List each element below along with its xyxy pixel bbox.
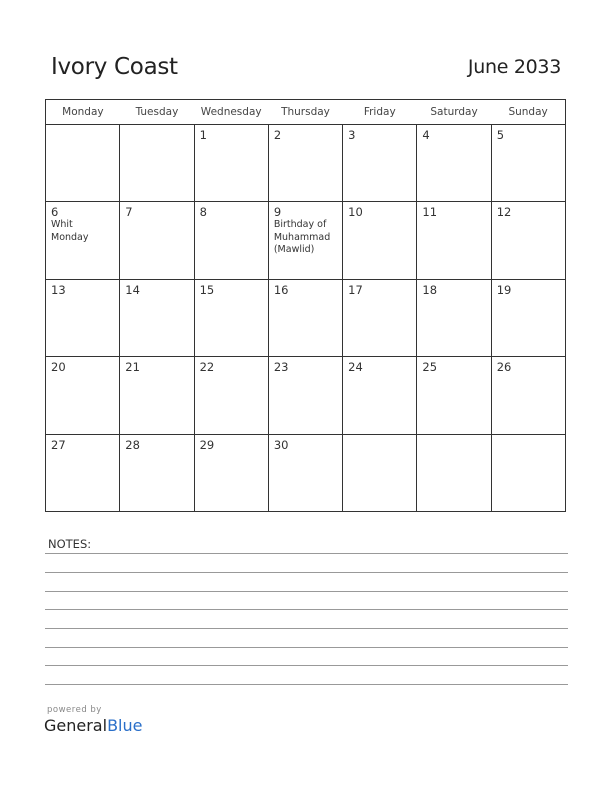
day-cell (268, 434, 342, 511)
day-number: 10 (348, 205, 363, 220)
day-cell (343, 357, 417, 434)
weekday-friday: Friday (343, 100, 417, 125)
day-number: 30 (273, 437, 289, 452)
day-cell (46, 202, 120, 279)
day-cell (120, 279, 194, 356)
day-cell (46, 279, 120, 356)
holiday-text: (Mawlid) (273, 244, 315, 256)
day-number: 1 (199, 128, 207, 142)
week-row (46, 202, 566, 279)
month-year-title: June 2033 (467, 56, 561, 78)
day-cell (343, 202, 417, 279)
day-cell (343, 434, 417, 511)
day-number: 18 (422, 282, 438, 297)
weekday-header-row (46, 100, 566, 125)
calendar-grid (45, 99, 566, 512)
day-cell (120, 202, 194, 279)
brand-name-general: General (44, 716, 108, 735)
day-number: 2 (273, 128, 282, 142)
day-number: 24 (348, 360, 363, 375)
day-cell (194, 125, 268, 202)
weekday-tuesday: Tuesday (120, 100, 194, 125)
note-line (45, 665, 568, 666)
weekday-thursday: Thursday (268, 100, 342, 125)
day-cell (268, 125, 342, 202)
note-line (45, 553, 568, 554)
day-number: 20 (51, 360, 66, 375)
day-number: 9 (273, 205, 282, 220)
day-cell (491, 202, 565, 279)
day-number: 5 (496, 128, 505, 142)
note-line (45, 628, 568, 629)
day-number: 22 (199, 360, 215, 375)
day-number: 4 (422, 128, 430, 142)
week-row (46, 357, 566, 434)
day-cell (46, 434, 120, 511)
week-row (46, 125, 566, 202)
day-number: 8 (199, 205, 207, 220)
week-row (46, 434, 566, 511)
day-cell (417, 202, 491, 279)
day-number: 27 (51, 437, 66, 452)
day-cell (417, 279, 491, 356)
brand-name-blue: Blue (107, 716, 143, 735)
day-number: 6 (51, 205, 59, 220)
day-cell (417, 357, 491, 434)
day-number: 11 (422, 205, 438, 220)
day-number: 17 (348, 282, 363, 297)
day-number: 12 (496, 205, 512, 220)
holiday-text: Birthday of (273, 219, 327, 231)
country-title: Ivory Coast (51, 54, 178, 80)
day-cell (491, 434, 565, 511)
note-line (45, 609, 568, 610)
weekday-monday: Monday (46, 100, 120, 125)
brand-logo (44, 716, 142, 735)
day-cell (120, 434, 194, 511)
day-cell (268, 357, 342, 434)
day-cell (46, 125, 120, 202)
day-cell (343, 125, 417, 202)
day-cell (194, 279, 268, 356)
day-number: 16 (273, 282, 289, 297)
day-cell (120, 357, 194, 434)
week-row (46, 279, 566, 356)
day-number: 19 (496, 282, 512, 297)
day-cell (268, 202, 342, 279)
day-cell (417, 434, 491, 511)
weekday-sunday: Sunday (491, 100, 565, 125)
day-number: 25 (422, 360, 438, 375)
notes-label: NOTES: (48, 537, 92, 551)
day-cell (491, 125, 565, 202)
powered-by-text: powered by (47, 705, 102, 715)
day-number: 15 (199, 282, 215, 297)
day-cell (417, 125, 491, 202)
day-number: 21 (125, 360, 140, 375)
weekday-saturday: Saturday (417, 100, 491, 125)
note-line (45, 647, 568, 648)
holiday-text: Muhammad (273, 231, 331, 243)
day-cell (194, 202, 268, 279)
note-line (45, 591, 568, 592)
weekday-wednesday: Wednesday (194, 100, 268, 125)
day-number: 13 (51, 282, 66, 297)
day-cell (194, 434, 268, 511)
note-line (45, 684, 568, 685)
day-number: 29 (199, 437, 215, 452)
day-cell (491, 279, 565, 356)
day-number: 23 (273, 360, 289, 375)
day-number: 26 (496, 360, 512, 375)
day-cell (343, 279, 417, 356)
note-line (45, 572, 568, 573)
holiday-text: Whit (51, 219, 73, 231)
day-number: 7 (125, 205, 133, 220)
holiday-text: Monday (51, 231, 89, 243)
day-cell (268, 279, 342, 356)
day-number: 3 (348, 128, 356, 142)
day-number: 28 (125, 437, 140, 452)
day-cell (491, 357, 565, 434)
day-cell (120, 125, 194, 202)
day-cell (46, 357, 120, 434)
day-number: 14 (125, 282, 140, 297)
day-cell (194, 357, 268, 434)
